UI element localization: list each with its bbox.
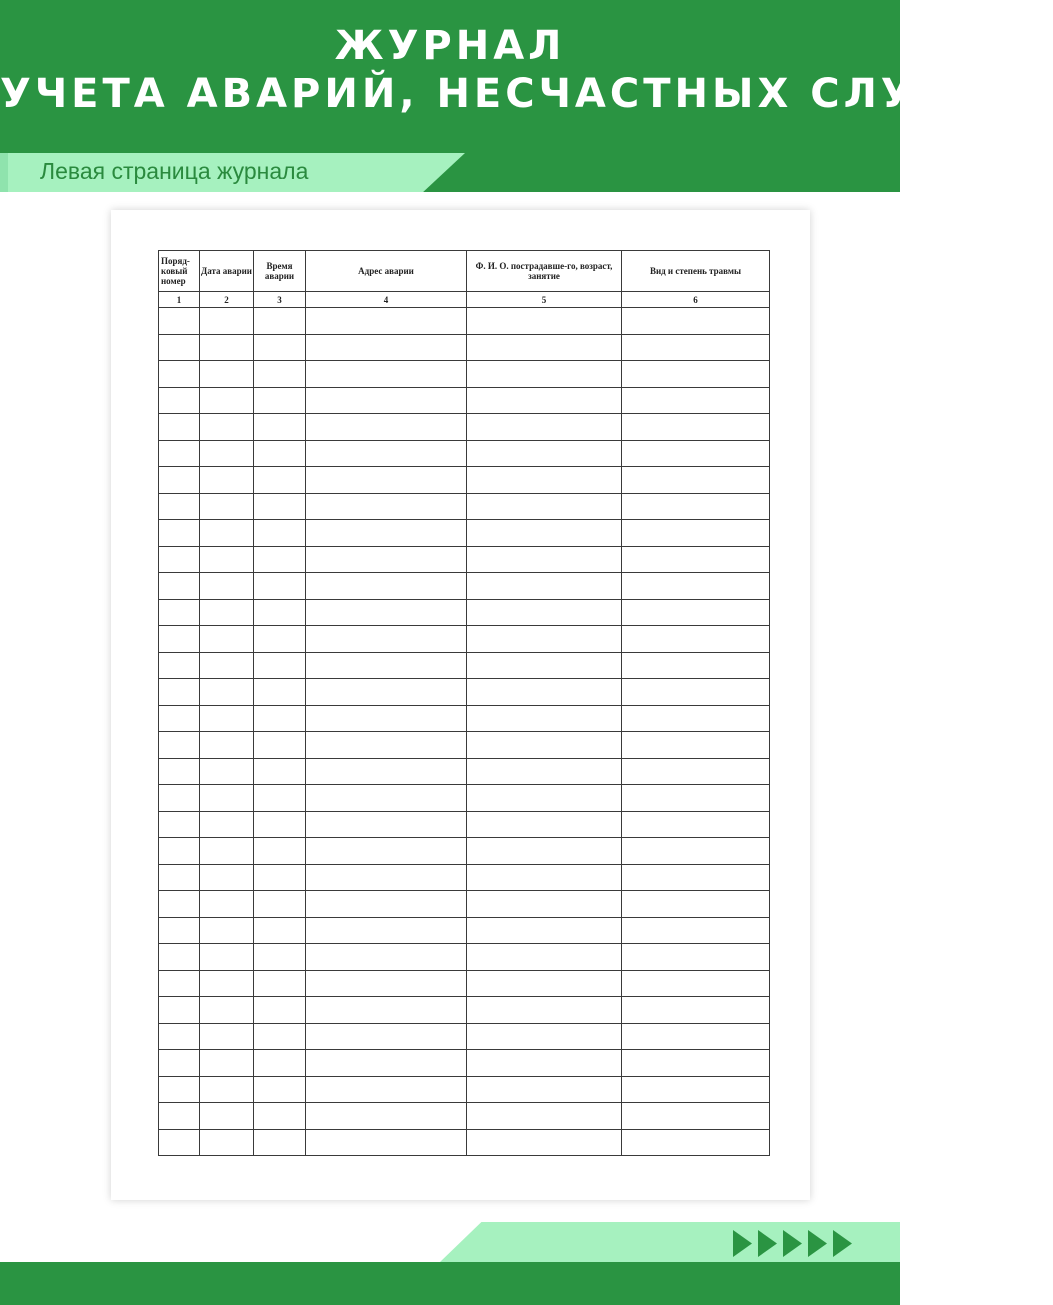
table-cell [622,1103,770,1130]
table-cell [306,334,467,361]
table-cell [254,599,306,626]
table-row [159,573,770,600]
table-cell [159,361,200,388]
column-number-row [159,292,770,308]
table-cell [200,732,254,759]
table-cell [622,811,770,838]
title-line-1: ЖУРНАЛ [334,23,566,69]
table-cell [306,546,467,573]
table-row [159,1129,770,1156]
table-row [159,732,770,759]
table-cell [622,334,770,361]
table-header-row [159,251,770,292]
table-cell [254,1103,306,1130]
table-cell [622,308,770,335]
table-cell [306,891,467,918]
table-cell [254,546,306,573]
table-cell [622,652,770,679]
table-cell [467,440,622,467]
table-cell [622,997,770,1024]
table-cell [200,1129,254,1156]
table-cell [622,838,770,865]
table-cell [622,1076,770,1103]
table-cell [467,546,622,573]
table-cell [200,599,254,626]
table-cell [306,440,467,467]
table-cell [254,361,306,388]
table-cell [306,1129,467,1156]
table-cell [254,811,306,838]
table-cell [200,1023,254,1050]
table-cell [306,414,467,441]
table-cell [467,811,622,838]
table-cell [159,546,200,573]
table-cell [254,944,306,971]
table-row [159,970,770,997]
table-cell [254,308,306,335]
table-cell [254,838,306,865]
table-cell [159,626,200,653]
table-row [159,361,770,388]
table-cell [254,917,306,944]
table-cell [200,944,254,971]
table-cell [159,758,200,785]
table-cell [200,705,254,732]
table-row [159,1076,770,1103]
table-cell [467,1103,622,1130]
table-row [159,520,770,547]
table-cell [306,493,467,520]
table-row [159,1103,770,1130]
table-row [159,838,770,865]
table-cell [306,705,467,732]
table-cell [306,997,467,1024]
table-cell [254,626,306,653]
table-cell [306,970,467,997]
table-cell [467,361,622,388]
table-row [159,626,770,653]
table-cell [200,785,254,812]
table-cell [467,997,622,1024]
table-row [159,864,770,891]
footer-bar [0,1262,900,1305]
table-cell [254,732,306,759]
table-cell [306,467,467,494]
table-cell [200,308,254,335]
table-cell [159,917,200,944]
table-cell [254,1076,306,1103]
table-cell [254,758,306,785]
table-cell [622,891,770,918]
table-cell [306,652,467,679]
table-cell [622,732,770,759]
table-cell [306,838,467,865]
table-cell [159,1023,200,1050]
column-header-victim: Ф. И. О. пострадавше-го, возраст, занятие [467,251,622,292]
table-row [159,308,770,335]
table-cell [159,387,200,414]
table-cell [200,997,254,1024]
table-cell [159,414,200,441]
table-cell [622,599,770,626]
table-cell [159,599,200,626]
table-cell [159,679,200,706]
table-row [159,1050,770,1077]
table-cell [622,520,770,547]
table-cell [467,917,622,944]
table-cell [200,864,254,891]
table-cell [467,599,622,626]
title-line-2: УЧЕТА АВАРИЙ, НЕСЧАСТНЫХ СЛУЧАЕВ [0,71,1053,117]
table-cell [622,467,770,494]
table-cell [467,652,622,679]
column-number: 5 [467,292,622,308]
table-cell [622,440,770,467]
table-cell [467,891,622,918]
table-cell [200,361,254,388]
table-row [159,679,770,706]
journal-body [159,308,770,1156]
table-cell [159,785,200,812]
table-cell [254,705,306,732]
table-cell [467,414,622,441]
table-cell [306,361,467,388]
table-cell [200,679,254,706]
page-title [0,22,1053,118]
table-cell [622,1023,770,1050]
table-cell [306,308,467,335]
header-banner [0,0,1053,192]
column-number: 4 [306,292,467,308]
table-cell [159,838,200,865]
table-cell [254,891,306,918]
table-cell [306,520,467,547]
table-cell [467,1050,622,1077]
table-cell [254,970,306,997]
table-row [159,652,770,679]
double-chevron-right-icon [733,1230,858,1257]
table-cell [306,626,467,653]
table-cell [159,997,200,1024]
table-cell [306,1076,467,1103]
table-cell [467,944,622,971]
table-cell [254,414,306,441]
table-cell [200,520,254,547]
table-cell [467,758,622,785]
table-row [159,493,770,520]
table-cell [306,573,467,600]
table-cell [622,546,770,573]
table-row [159,944,770,971]
table-cell [467,308,622,335]
table-cell [159,493,200,520]
table-cell [467,732,622,759]
table-cell [159,732,200,759]
table-cell [200,334,254,361]
column-header-date: Дата аварии [200,251,254,292]
table-row [159,440,770,467]
table-cell [622,361,770,388]
journal-table [158,250,770,1156]
table-cell [254,493,306,520]
table-cell [254,1129,306,1156]
table-cell [200,573,254,600]
table-cell [622,626,770,653]
table-cell [622,944,770,971]
table-cell [306,1023,467,1050]
table-cell [159,1129,200,1156]
table-cell [159,811,200,838]
table-cell [200,838,254,865]
table-row [159,997,770,1024]
table-row [159,414,770,441]
table-cell [254,997,306,1024]
table-cell [254,467,306,494]
table-cell [622,970,770,997]
table-cell [159,891,200,918]
table-cell [159,1103,200,1130]
table-cell [159,573,200,600]
table-cell [467,520,622,547]
table-cell [622,917,770,944]
page-subtitle: Левая страница журнала [40,158,309,184]
table-cell [159,1050,200,1077]
table-cell [306,387,467,414]
table-row [159,599,770,626]
table-cell [622,785,770,812]
table-row [159,546,770,573]
table-cell [467,864,622,891]
table-cell [306,917,467,944]
table-cell [159,440,200,467]
column-number: 1 [159,292,200,308]
table-cell [159,520,200,547]
table-cell [306,944,467,971]
table-cell [159,308,200,335]
table-cell [159,944,200,971]
column-header-injury: Вид и степень травмы [622,251,770,292]
table-cell [254,1050,306,1077]
table-cell [200,1076,254,1103]
table-row [159,917,770,944]
table-cell [622,387,770,414]
table-row [159,467,770,494]
table-cell [306,732,467,759]
table-cell [159,652,200,679]
table-row [159,758,770,785]
table-cell [467,970,622,997]
table-cell [467,573,622,600]
column-number: 2 [200,292,254,308]
table-cell [254,679,306,706]
table-cell [254,334,306,361]
table-row [159,334,770,361]
table-cell [200,758,254,785]
table-cell [254,573,306,600]
table-cell [622,1129,770,1156]
table-cell [467,679,622,706]
table-cell [159,864,200,891]
table-cell [622,1050,770,1077]
table-cell [467,1129,622,1156]
table-row [159,1023,770,1050]
table-cell [306,785,467,812]
column-number: 3 [254,292,306,308]
table-cell [306,679,467,706]
table-cell [200,414,254,441]
table-cell [159,334,200,361]
table-cell [467,626,622,653]
table-cell [622,864,770,891]
table-cell [306,864,467,891]
table-cell [622,705,770,732]
table-cell [467,467,622,494]
table-cell [200,493,254,520]
table-cell [200,1050,254,1077]
table-cell [200,1103,254,1130]
table-row [159,785,770,812]
table-cell [200,917,254,944]
table-cell [467,838,622,865]
table-row [159,387,770,414]
table-row [159,705,770,732]
table-cell [467,334,622,361]
table-cell [200,652,254,679]
table-cell [467,705,622,732]
table-cell [467,785,622,812]
table-cell [254,1023,306,1050]
table-cell [622,414,770,441]
table-cell [467,1023,622,1050]
table-cell [306,1103,467,1130]
subtitle-band-edge [0,153,8,192]
table-cell [200,387,254,414]
table-cell [200,891,254,918]
table-cell [622,758,770,785]
table-cell [200,811,254,838]
table-cell [254,520,306,547]
table-cell [467,387,622,414]
table-cell [200,440,254,467]
table-cell [159,970,200,997]
table-cell [622,493,770,520]
table-cell [306,758,467,785]
table-cell [159,467,200,494]
table-cell [254,785,306,812]
table-cell [254,652,306,679]
table-cell [467,1076,622,1103]
table-row [159,811,770,838]
table-cell [622,573,770,600]
table-cell [306,1050,467,1077]
table-cell [306,811,467,838]
table-cell [200,626,254,653]
table-cell [306,599,467,626]
column-header-address: Адрес аварии [306,251,467,292]
table-cell [159,1076,200,1103]
table-cell [159,705,200,732]
table-cell [254,387,306,414]
table-cell [622,679,770,706]
table-cell [200,467,254,494]
column-header-number: Поряд-ковый номер [159,251,200,292]
table-cell [200,970,254,997]
column-header-time: Время аварии [254,251,306,292]
table-cell [254,864,306,891]
table-row [159,891,770,918]
column-number: 6 [622,292,770,308]
table-cell [254,440,306,467]
table-cell [200,546,254,573]
table-cell [467,493,622,520]
